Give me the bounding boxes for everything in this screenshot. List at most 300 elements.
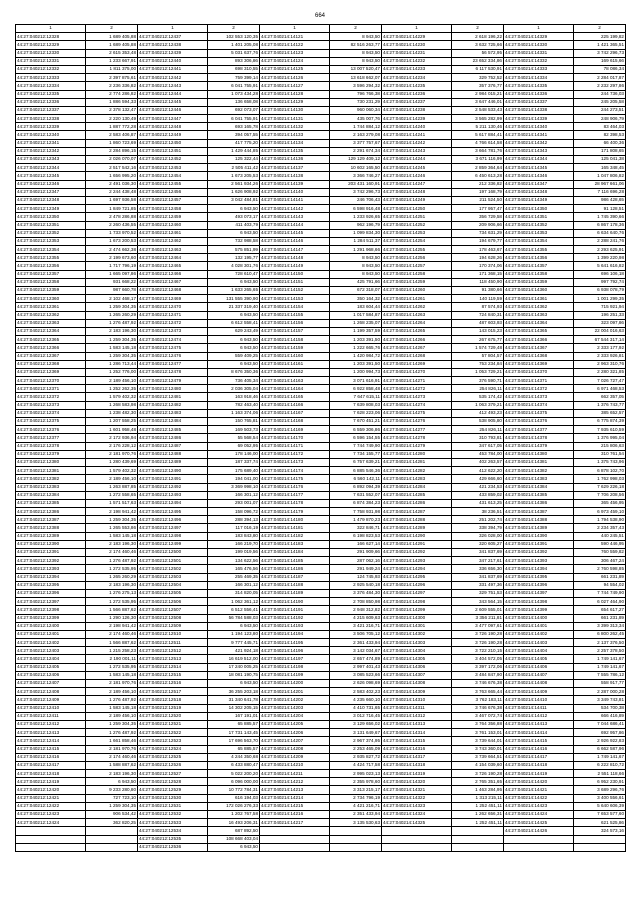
cadastral-number-cell: 44:27:040214:14380 — [504, 450, 574, 458]
table-row — [16, 377, 626, 385]
cadastral-number-cell: 44:27:040212:12348 — [16, 196, 86, 204]
cadastral-number-cell: 44:27:040212:12482 — [138, 401, 208, 409]
cadastral-value-cell: 3 596 294,32 — [330, 82, 382, 90]
cadastral-number-cell: 44:27:040212:12507 — [138, 606, 208, 614]
cadastral-number-cell: 44:27:040212:12405 — [16, 663, 86, 671]
cadastral-value-cell: 1 290 126,30 — [86, 614, 138, 622]
cadastral-number-cell: 44:27:040214:14366 — [504, 336, 574, 344]
cadastral-number-cell: 44:27:040214:14411 — [504, 704, 574, 712]
cadastral-value-cell: 796 766,38 — [330, 90, 382, 98]
cadastral-number-cell: 44:27:040212:12442 — [138, 74, 208, 82]
cadastral-value-cell: 2 236 336,82 — [86, 82, 138, 90]
cadastral-number-cell: 44:27:040214:14253 — [382, 229, 452, 237]
cadastral-number-cell: 44:27:040214:14234 — [382, 74, 452, 82]
cadastral-number-cell: 44:27:040212:12366 — [16, 344, 86, 352]
cadastral-value-cell: 362 820,25 — [86, 819, 138, 827]
table-row — [16, 647, 626, 655]
cadastral-number-cell: 44:27:040214:14407 — [504, 671, 574, 679]
cadastral-value-cell: 28 967 661,06 — [574, 180, 626, 188]
cadastral-value-cell: 715 921,94 — [574, 303, 626, 311]
table-row — [16, 368, 626, 376]
cadastral-number-cell: 44:27:040212:12331 — [16, 57, 86, 65]
cadastral-value-cell — [330, 835, 382, 843]
cadastral-number-cell: 44:27:040212:12377 — [16, 434, 86, 442]
table-row — [16, 115, 626, 123]
cadastral-number-cell: 44:27:040212:12454 — [138, 172, 208, 180]
cadastral-number-cell: 44:27:040214:14364 — [504, 319, 574, 327]
cadastral-number-cell: 44:27:040214:14285 — [382, 491, 452, 499]
cadastral-number-cell: 44:27:040212:12335 — [16, 90, 86, 98]
cadastral-number-cell: 44:27:040214:14262 — [382, 303, 452, 311]
cadastral-value-cell: 134 622,56 — [208, 557, 260, 565]
cadastral-value-cell: 57 804,57 — [452, 352, 504, 360]
cadastral-value-cell: 140 119,59 — [452, 295, 504, 303]
cadastral-value-cell: 487 603,93 — [452, 319, 504, 327]
cadastral-value-cell: 163 918,46 — [208, 393, 260, 401]
cadastral-value-cell: 2 765 351,65 — [452, 778, 504, 786]
cadastral-value-cell: 433 859,02 — [452, 491, 504, 499]
cadastral-value-cell: 8 943,50 — [330, 270, 382, 278]
cadastral-value-cell: 1 207 558,25 — [86, 418, 138, 426]
cadastral-number-cell: 44:27:040214:14121 — [260, 33, 330, 41]
cadastral-number-cell: 44:27:040212:12487 — [138, 442, 208, 450]
cadastral-number-cell: 44:27:040212:12493 — [138, 491, 208, 499]
cadastral-value-cell: 753 234,84 — [452, 360, 504, 368]
cadastral-value-cell: 3 764 356,88 — [452, 720, 504, 728]
cadastral-value-cell: 3 671 116,99 — [452, 156, 504, 164]
cadastral-number-cell: 44:27:040212:12447 — [138, 115, 208, 123]
cadastral-number-cell: 44:27:040212:12523 — [138, 737, 208, 745]
cadastral-number-cell: 44:27:040212:12534 — [138, 827, 208, 835]
cadastral-number-cell: 44:27:040214:14423 — [504, 802, 574, 810]
cadastral-value-cell: 55 568,54 — [208, 434, 260, 442]
cadastral-value-cell: 1 265 260,29 — [86, 311, 138, 319]
cadastral-value-cell: 3 742 296,73 — [330, 188, 382, 196]
cadastral-value-cell: 2 561 934,26 — [208, 180, 260, 188]
cadastral-value-cell: 1 375 743,96 — [574, 458, 626, 466]
cadastral-value-cell: 194 628,26 — [452, 254, 504, 262]
cadastral-number-cell: 44:27:040214:14343 — [504, 147, 574, 155]
cadastral-number-cell: 44:27:040214:14371 — [504, 377, 574, 385]
cadastral-value-cell: 1 263 887,85 — [86, 483, 138, 491]
table-row — [16, 614, 626, 622]
cadastral-number-cell: 44:27:040212:12368 — [16, 360, 86, 368]
cadastral-number-cell: 44:27:040212:12384 — [16, 491, 86, 499]
cadastral-number-cell: 44:27:040212:12395 — [16, 581, 86, 589]
cadastral-value-cell: 9 777 445,71 — [208, 639, 260, 647]
cadastral-value-cell: 575 851,99 — [208, 246, 260, 254]
cadastral-number-cell: 44:27:040214:14239 — [382, 115, 452, 123]
cadastral-value-cell: 2 995 023,13 — [330, 770, 382, 778]
cadastral-number-cell: 44:27:040214:14206 — [260, 729, 330, 737]
table-row — [16, 311, 626, 319]
cadastral-value-cell: 417 775,20 — [208, 139, 260, 147]
cadastral-value-cell: 23 652 334,86 — [452, 57, 504, 65]
cadastral-number-cell: 44:27:040214:14374 — [504, 401, 574, 409]
cadastral-number-cell: 44:27:040214:14275 — [382, 409, 452, 417]
cadastral-number-cell: 44:27:040214:14188 — [260, 581, 330, 589]
cadastral-number-cell: 44:27:040212:12358 — [16, 278, 86, 286]
cadastral-number-cell — [260, 835, 330, 843]
cadastral-value-cell: 169 503,73 — [208, 426, 260, 434]
cadastral-number-cell: 44:27:040214:14305 — [382, 655, 452, 663]
table-row — [16, 671, 626, 679]
cadastral-number-cell: 44:27:040214:14390 — [504, 532, 574, 540]
cadastral-value-cell: 3 366 746,27 — [330, 172, 382, 180]
cadastral-number-cell: 44:27:040214:14230 — [382, 41, 452, 49]
cadastral-number-cell: 44:27:040212:12416 — [16, 753, 86, 761]
table-row — [16, 278, 626, 286]
cadastral-number-cell: 44:27:040214:14203 — [260, 704, 330, 712]
cadastral-value-cell: 203 431 160,91 — [330, 180, 382, 188]
cadastral-value-cell: 6 560 142,11 — [330, 475, 382, 483]
cadastral-number-cell: 44:27:040214:14143 — [260, 213, 330, 221]
cadastral-number-cell: 44:27:040212:12517 — [138, 688, 208, 696]
table-body — [16, 33, 626, 852]
cadastral-number-cell: 44:27:040214:14257 — [382, 262, 452, 270]
cadastral-value-cell: 6 041 755,91 — [208, 115, 260, 123]
cadastral-value-cell: 1 376 995,04 — [574, 434, 626, 442]
cadastral-value-cell: 987 660,78 — [86, 287, 138, 295]
cadastral-number-cell: 44:27:040212:12373 — [16, 401, 86, 409]
cadastral-value-cell: 5 617 884,41 — [452, 131, 504, 139]
table-row — [16, 442, 626, 450]
cadastral-number-cell: 44:27:040214:14342 — [504, 139, 574, 147]
cadastral-number-cell: 44:27:040214:14360 — [504, 287, 574, 295]
cadastral-number-cell: 44:27:040212:12516 — [138, 680, 208, 688]
cadastral-value-cell: 150 765,81 — [208, 418, 260, 426]
cadastral-value-cell: 1 429 444,85 — [208, 147, 260, 155]
cadastral-value-cell: 6 800 262,45 — [574, 630, 626, 638]
cadastral-number-cell: 44:27:040214:14251 — [382, 213, 452, 221]
cadastral-number-cell: 44:27:040214:14158 — [260, 336, 330, 344]
cadastral-value-cell: 4 235 660,10 — [330, 696, 382, 704]
cadastral-value-cell: 7 639 808,03 — [330, 401, 382, 409]
cadastral-number-cell: 44:27:040214:14183 — [260, 540, 330, 548]
cadastral-value-cell: 2 183 196,30 — [86, 540, 138, 548]
cadastral-value-cell: 1 749 141,67 — [574, 663, 626, 671]
cadastral-number-cell: 44:27:040214:14268 — [382, 352, 452, 360]
cadastral-value-cell: 394 057,55 — [208, 131, 260, 139]
cadastral-value-cell: 331 497,36 — [452, 581, 504, 589]
cadastral-value-cell — [574, 835, 626, 843]
table-row — [16, 753, 626, 761]
cadastral-number-cell: 44:27:040214:14354 — [504, 237, 574, 245]
cadastral-number-cell: 44:27:040214:14196 — [260, 647, 330, 655]
cadastral-number-cell: 44:27:040214:14304 — [382, 647, 452, 655]
cadastral-value-cell: 177 957,47 — [452, 205, 504, 213]
cadastral-number-cell: 44:27:040212:12409 — [16, 696, 86, 704]
cadastral-number-cell: 44:27:040214:14139 — [260, 180, 330, 188]
cadastral-value-cell: 2 551 118,66 — [574, 770, 626, 778]
cadastral-value-cell: 166 627,14 — [330, 540, 382, 548]
cadastral-number-cell: 44:27:040214:14358 — [504, 270, 574, 278]
cadastral-number-cell: 44:27:040214:14425 — [504, 819, 574, 827]
cadastral-value-cell: 17 696 563,70 — [208, 737, 260, 745]
cadastral-number-cell: 44:27:040214:14347 — [504, 180, 574, 188]
cadastral-number-cell: 44:27:040214:14409 — [504, 688, 574, 696]
cadastral-number-cell: 44:27:040214:14336 — [504, 90, 574, 98]
cadastral-value-cell: 534 700,38 — [574, 704, 626, 712]
cadastral-number-cell: 44:27:040214:14323 — [382, 802, 452, 810]
cadastral-number-cell: 44:27:040212:12345 — [16, 172, 86, 180]
cadastral-number-cell: 44:27:040212:12356 — [16, 262, 86, 270]
cadastral-value-cell: 129 129 409,12 — [330, 156, 382, 164]
cadastral-value-cell: 1 272 535,95 — [86, 565, 138, 573]
cadastral-number-cell: 44:27:040214:14320 — [382, 778, 452, 786]
column-header: 2 — [574, 25, 626, 33]
cadastral-value-cell: 3 664 781,76 — [452, 147, 504, 155]
cadastral-number-cell: 44:27:040214:14282 — [382, 467, 452, 475]
table-row — [16, 680, 626, 688]
cadastral-value-cell: 2 244 438,48 — [86, 188, 138, 196]
table-row — [16, 450, 626, 458]
cadastral-number-cell: 44:27:040214:14280 — [382, 450, 452, 458]
cadastral-number-cell: 44:27:040214:14269 — [382, 360, 452, 368]
cadastral-value-cell: 1 276 487,92 — [86, 319, 138, 327]
cadastral-value-cell: 1 194 123,80 — [208, 630, 260, 638]
column-header: 1 — [138, 25, 208, 33]
cadastral-number-cell: 44:27:040214:14369 — [504, 360, 574, 368]
table-row — [16, 426, 626, 434]
cadastral-number-cell: 44:27:040214:14382 — [504, 467, 574, 475]
cadastral-number-cell: 44:27:040212:12460 — [138, 221, 208, 229]
cadastral-value-cell: 2 287 000,28 — [574, 688, 626, 696]
cadastral-value-cell: 16 493 206,31 — [208, 819, 260, 827]
cadastral-value-cell: 692 073,07 — [208, 106, 260, 114]
cadastral-value-cell: 1 749 141,67 — [574, 655, 626, 663]
cadastral-value-cell: 83 464,03 — [574, 123, 626, 131]
cadastral-number-cell: 44:27:040214:14286 — [382, 499, 452, 507]
cadastral-number-cell: 44:27:040214:14386 — [504, 499, 574, 507]
cadastral-number-cell: 44:27:040212:12403 — [16, 647, 86, 655]
cadastral-number-cell: 44:27:040212:12354 — [16, 246, 86, 254]
cadastral-number-cell: 44:27:040214:14266 — [382, 336, 452, 344]
cadastral-value-cell: 2 174 460,46 — [86, 753, 138, 761]
table-row — [16, 205, 626, 213]
cadastral-number-cell: 44:27:040214:14142 — [260, 205, 330, 213]
cadastral-value-cell: 6 943,50 — [208, 336, 260, 344]
cadastral-value-cell: 10 772 784,31 — [208, 786, 260, 794]
cadastral-value-cell: 6 867 178,36 — [574, 221, 626, 229]
cadastral-value-cell: 2 478 286,88 — [86, 213, 138, 221]
cadastral-number-cell: 44:27:040212:12408 — [16, 688, 86, 696]
cadastral-number-cell: 44:27:040214:14372 — [504, 385, 574, 393]
cadastral-number-cell: 44:27:040212:12420 — [16, 786, 86, 794]
cadastral-number-cell: 44:27:040212:12385 — [16, 499, 86, 507]
cadastral-value-cell: 2 774 286,82 — [86, 90, 138, 98]
cadastral-number-cell: 44:27:040214:14278 — [382, 434, 452, 442]
cadastral-number-cell: 44:27:040212:12464 — [138, 254, 208, 262]
cadastral-number-cell: 44:27:040212:12489 — [138, 458, 208, 466]
cadastral-number-cell: 44:27:040214:14405 — [504, 655, 574, 663]
cadastral-number-cell: 44:27:040214:14185 — [260, 557, 330, 565]
cadastral-value-cell: 341 837,69 — [452, 573, 504, 581]
cadastral-value-cell: 1 689 405,88 — [86, 33, 138, 41]
cadastral-value-cell: 538 905,80 — [452, 418, 504, 426]
cadastral-number-cell: 44:27:040212:12536 — [138, 843, 208, 851]
cadastral-value-cell: 1 601 958,48 — [86, 426, 138, 434]
cadastral-value-cell: 248 906,79 — [574, 115, 626, 123]
cadastral-value-cell: 2 355 978,60 — [330, 778, 382, 786]
cadastral-number-cell: 44:27:040212:12401 — [16, 630, 86, 638]
cadastral-value-cell: 6 885 546,36 — [330, 467, 382, 475]
cadastral-value-cell: 7 631 552,07 — [330, 491, 382, 499]
cadastral-value-cell: 7 706 208,56 — [574, 491, 626, 499]
cadastral-number-cell: 44:27:040214:14309 — [382, 688, 452, 696]
cadastral-number-cell: 44:27:040212:12415 — [16, 745, 86, 753]
cadastral-number-cell: 44:27:040212:12535 — [138, 835, 208, 843]
cadastral-value-cell: 196 251,33 — [574, 311, 626, 319]
cadastral-value-cell: 293 001,07 — [208, 499, 260, 507]
cadastral-number-cell: 44:27:040212:12511 — [138, 639, 208, 647]
cadastral-value-cell: 1 420 984,72 — [330, 352, 382, 360]
cadastral-number-cell: 44:27:040214:14233 — [382, 65, 452, 73]
cadastral-number-cell: 44:27:040212:12505 — [138, 589, 208, 597]
cadastral-value-cell: 1 233 667,91 — [86, 57, 138, 65]
cadastral-value-cell: 6 027 464,90 — [574, 598, 626, 606]
cadastral-number-cell: 44:27:040212:12400 — [16, 622, 86, 630]
cadastral-number-cell: 44:27:040214:14264 — [382, 319, 452, 327]
cadastral-number-cell: 44:27:040212:12344 — [16, 164, 86, 172]
cadastral-number-cell: 44:27:040214:14165 — [260, 393, 330, 401]
cadastral-number-cell: 44:27:040214:14334 — [504, 74, 574, 82]
table-row — [16, 696, 626, 704]
cadastral-number-cell: 44:27:040214:14293 — [382, 557, 452, 565]
cadastral-number-cell: 44:27:040214:14199 — [260, 671, 330, 679]
cadastral-number-cell: 44:27:040212:12374 — [16, 409, 86, 417]
cadastral-number-cell: 44:27:040214:14289 — [382, 524, 452, 532]
cadastral-value-cell: 5 211 130,46 — [452, 123, 504, 131]
cadastral-value-cell: 2 232 297,86 — [574, 82, 626, 90]
table-row — [16, 434, 626, 442]
cadastral-number-cell: 44:27:040212:12528 — [138, 778, 208, 786]
cadastral-number-cell: 44:27:040214:14367 — [504, 344, 574, 352]
cadastral-value-cell: 102 553 120,35 — [208, 33, 260, 41]
cadastral-number-cell: 44:27:040212:12488 — [138, 450, 208, 458]
cadastral-number-cell: 44:27:040214:14216 — [260, 811, 330, 819]
cadastral-value-cell: 6 450 613,28 — [452, 172, 504, 180]
table-row — [16, 229, 626, 237]
cadastral-value-cell: 3 743 360,01 — [452, 745, 504, 753]
cadastral-value-cell: 3 421 216,71 — [330, 622, 382, 630]
cadastral-value-cell: 7 647 615,11 — [330, 393, 382, 401]
cadastral-number-cell: 44:27:040212:12360 — [16, 295, 86, 303]
cadastral-number-cell: 44:27:040214:14295 — [382, 573, 452, 581]
cadastral-number-cell: 44:27:040212:12461 — [138, 229, 208, 237]
cadastral-number-cell: 44:27:040214:14176 — [260, 483, 330, 491]
cadastral-number-cell — [504, 835, 574, 843]
cadastral-number-cell: 44:27:040212:12510 — [138, 630, 208, 638]
cadastral-value-cell: 3 477 097,61 — [452, 622, 504, 630]
cadastral-number-cell: 44:27:040212:12370 — [16, 377, 86, 385]
cadastral-number-cell: 44:27:040212:12390 — [16, 540, 86, 548]
cadastral-value-cell: 1 017 584,87 — [330, 311, 382, 319]
cadastral-value-cell: 6 938 078,79 — [574, 287, 626, 295]
cadastral-number-cell: 44:27:040214:14292 — [382, 549, 452, 557]
cadastral-number-cell: 44:27:040214:14161 — [260, 360, 330, 368]
cadastral-number-cell: 44:27:040212:12494 — [138, 499, 208, 507]
cadastral-number-cell: 44:27:040214:14198 — [260, 663, 330, 671]
cadastral-value-cell: 1 265 260,29 — [86, 573, 138, 581]
cadastral-value-cell: 136 658,08 — [208, 98, 260, 106]
table-row — [16, 90, 626, 98]
cadastral-value-cell: 171 368,15 — [452, 270, 504, 278]
cadastral-number-cell: 44:27:040212:12471 — [138, 311, 208, 319]
cadastral-number-cell: 44:27:040214:14413 — [504, 720, 574, 728]
cadastral-value-cell: 7 670 451,21 — [330, 418, 382, 426]
cadastral-value-cell: 2 291 674,34 — [330, 147, 382, 155]
cadastral-value-cell: 245 205,58 — [574, 98, 626, 106]
cadastral-number-cell: 44:27:040214:14373 — [504, 393, 574, 401]
cadastral-number-cell: 44:27:040214:14414 — [504, 729, 574, 737]
cadastral-number-cell: 44:27:040214:14361 — [504, 295, 574, 303]
cadastral-value-cell: 6 596 154,55 — [330, 434, 382, 442]
cadastral-number-cell: 44:27:040212:12450 — [138, 139, 208, 147]
cadastral-number-cell: 44:27:040214:14306 — [382, 663, 452, 671]
cadastral-value-cell: 3 739 644,01 — [452, 737, 504, 745]
cadastral-number-cell: 44:27:040214:14128 — [260, 90, 330, 98]
cadastral-number-cell: 44:27:040214:14138 — [260, 172, 330, 180]
cadastral-number-cell: 44:27:040214:14353 — [504, 229, 574, 237]
cadastral-value-cell: 6 892 094,39 — [330, 483, 382, 491]
cadastral-number-cell: 44:27:040212:12530 — [138, 794, 208, 802]
cadastral-value-cell: 734 631,29 — [452, 229, 504, 237]
cadastral-number-cell: 44:27:040212:12469 — [138, 295, 208, 303]
cadastral-value-cell: 7 044 686,41 — [574, 720, 626, 728]
cadastral-value-cell: 5 022 200,20 — [208, 770, 260, 778]
cadastral-value-cell: 3 142 034,67 — [330, 647, 382, 655]
cadastral-number-cell: 44:27:040212:12404 — [16, 655, 86, 663]
cadastral-value-cell: 67 544 317,14 — [574, 336, 626, 344]
table-row — [16, 98, 626, 106]
cadastral-value-cell: 1 272 535,95 — [86, 663, 138, 671]
cadastral-number-cell — [16, 843, 86, 851]
table-row — [16, 41, 626, 49]
cadastral-number-cell: 44:27:040212:12472 — [138, 319, 208, 327]
cadastral-value-cell: 36 255 203,18 — [208, 688, 260, 696]
cadastral-number-cell: 44:27:040214:14187 — [260, 573, 330, 581]
cadastral-number-cell: 44:27:040214:14173 — [260, 458, 330, 466]
cadastral-value-cell: 291 909,66 — [330, 549, 382, 557]
cadastral-value-cell: 3 377 757,67 — [330, 139, 382, 147]
cadastral-number-cell: 44:27:040214:14397 — [504, 589, 574, 597]
cadastral-number-cell: 44:27:040212:12388 — [16, 524, 86, 532]
cadastral-value-cell: 1 673 205,53 — [208, 172, 260, 180]
table-row — [16, 475, 626, 483]
cadastral-value-cell: 1 284 511,37 — [330, 237, 382, 245]
cadastral-value-cell: 267 675,77 — [452, 336, 504, 344]
cadastral-number-cell: 44:27:040212:12349 — [16, 205, 86, 213]
column-header: 1 — [16, 25, 86, 33]
column-header: 2 — [330, 25, 382, 33]
cadastral-value-cell: 1 571 517,63 — [86, 499, 138, 507]
table-row — [16, 802, 626, 810]
cadastral-value-cell: 69 052,95 — [208, 442, 260, 450]
cadastral-number-cell: 44:27:040214:14402 — [504, 630, 574, 638]
cadastral-number-cell: 44:27:040214:14189 — [260, 589, 330, 597]
cadastral-value-cell: 323 097,86 — [574, 319, 626, 327]
cadastral-value-cell: 2 351 433,94 — [330, 811, 382, 819]
cadastral-number-cell: 44:27:040212:12495 — [138, 508, 208, 516]
cadastral-value-cell: 1 566 887,62 — [86, 606, 138, 614]
cadastral-value-cell: 5 640 606,39 — [574, 802, 626, 810]
cadastral-number-cell: 44:27:040214:14243 — [382, 147, 452, 155]
cadastral-value-cell: 1 376 743,77 — [574, 401, 626, 409]
cadastral-number-cell: 44:27:040214:14145 — [260, 229, 330, 237]
cadastral-value-cell: 402 263,57 — [452, 458, 504, 466]
cadastral-value-cell: 1 579 402,32 — [86, 393, 138, 401]
